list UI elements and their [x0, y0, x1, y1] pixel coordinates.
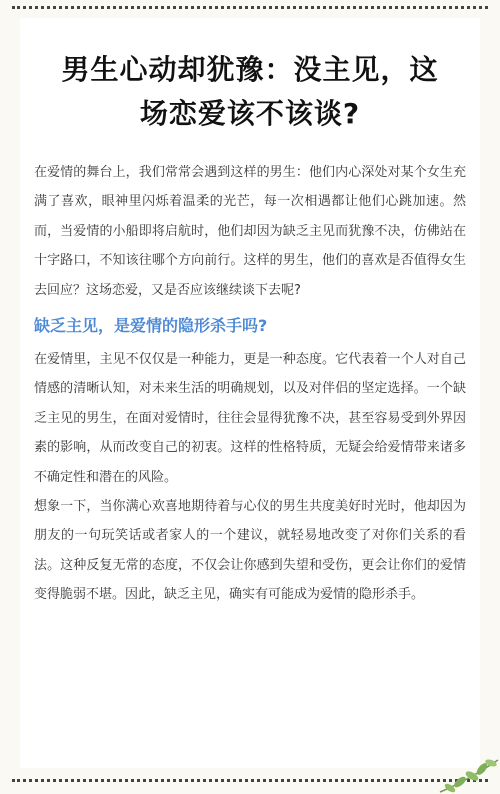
top-dotted-border	[12, 6, 488, 9]
section-heading: 缺乏主见，是爱情的隐形杀手吗?	[34, 316, 268, 336]
title-line-1: 男生心动却犹豫：没主见，这	[61, 53, 439, 86]
title-line-2: 场恋爱该不该谈?	[139, 97, 361, 130]
article-title	[34, 48, 466, 136]
article-card	[20, 18, 480, 768]
article-body	[34, 158, 466, 610]
leaf-sprig-icon	[430, 754, 500, 794]
bottom-dotted-border	[12, 779, 488, 782]
body-paragraph-2: 想象一下，当你满心欢喜地期待着与心仪的男生共度美好时光时，他却因为朋友的一句玩笑话或者家人的一个建议，就轻易地改变了对你们关系的看法。这种反复无常的态度，不仅会让你感到失望和受伤，更会让你们的爱情变得脆弱不堪。因此，缺乏主见，确实有可能成为爱情的隐形杀手。	[34, 499, 466, 603]
body-paragraph-1: 在爱情里，主见不仅仅是一种能力，更是一种态度。它代表着一个人对自己情感的清晰认知，对未来生活的明确规划，以及对伴侣的坚定选择。一个缺乏主见的男生，在面对爱情时，往往会显得犹豫不决，甚至容易受到外界因素的影响，从而改变自己的初衷。这样的性格特质，无疑会给爱情带来诸多不确定性和潜在的风险。	[34, 352, 466, 485]
intro-paragraph: 在爱情的舞台上，我们常常会遇到这样的男生：他们内心深处对某个女生充满了喜欢，眼神里闪烁着温柔的光芒，每一次相遇都让他们心跳加速。然而，当爱情的小船即将启航时，他们却因为缺乏主见而犹豫不决，仿佛站在十字路口，不知该往哪个方向前行。这样的男生，他们的喜欢是否值得女生去回应？这场恋爱，又是否应该继续谈下去呢?	[34, 165, 466, 298]
